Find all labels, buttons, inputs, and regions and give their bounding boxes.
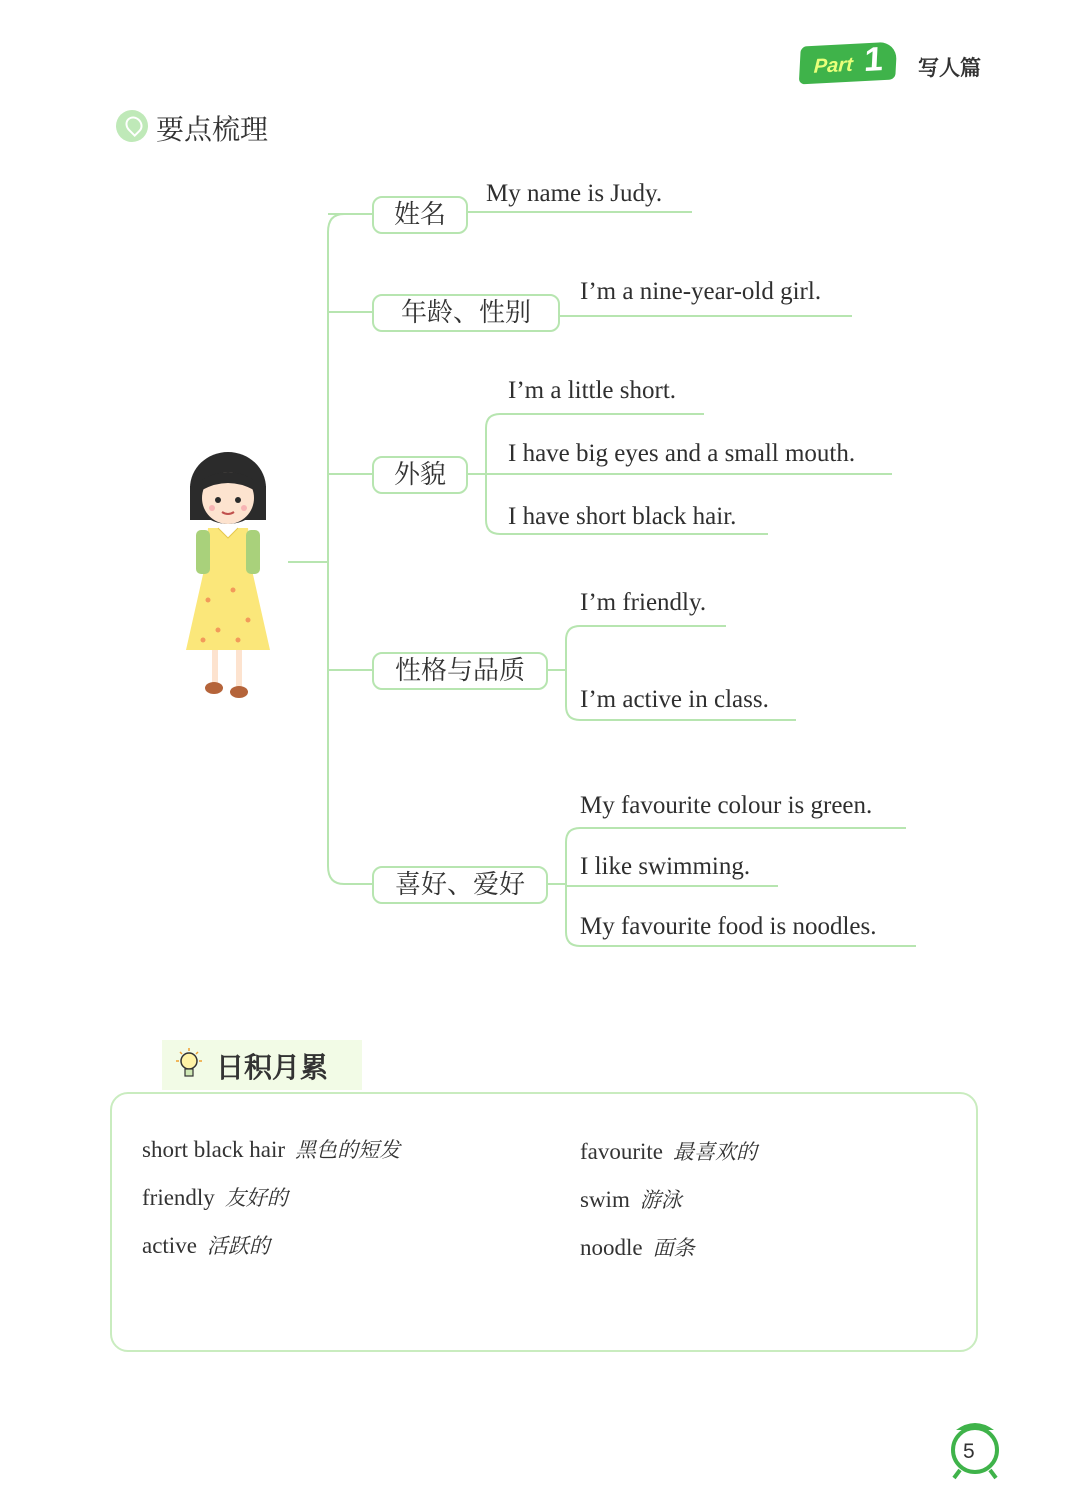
vocab-cn: 友好的 [224,1186,288,1210]
girl-illustration [178,450,278,710]
sentence-personality-1: I’m friendly. [580,589,707,616]
vocab-cn: 面条 [652,1236,695,1260]
vocab-cn: 活跃的 [206,1234,270,1258]
vocab-cn: 游泳 [639,1188,682,1212]
vocab-en: swim [580,1187,630,1212]
sentence-hobby-3: My favourite food is noodles. [580,913,877,940]
vocab-item [580,1184,682,1214]
branch-appearance-node: 外貌 [372,456,468,494]
sentence-hobby-2: I like swimming. [580,853,751,880]
sentence-personality-2: I’m active in class. [580,686,769,713]
alarm-clock-icon [946,1416,1004,1480]
vocab-en: favourite [580,1139,664,1164]
section-title-key-points: 要点梳理 [156,113,269,146]
vocab-item [580,1136,757,1166]
vocab-item [580,1232,695,1262]
vocab-item [142,1134,400,1164]
vocab-cn: 黑色的短发 [295,1138,401,1162]
vocabulary-box [110,1092,978,1352]
sentence-hobby-1: My favourite colour is green. [580,792,873,819]
section-title-accumulation: 日积月累 [216,1051,329,1084]
sentence-age: I’m a nine-year-old girl. [580,278,822,305]
vocab-cn: 最喜欢的 [673,1140,758,1164]
category-title: 写人篇 [918,56,981,80]
part-number: 1 [863,40,885,80]
lightbulb-icon [176,1048,202,1082]
branch-personality-node: 性格与品质 [372,652,548,690]
vocab-item [142,1230,270,1260]
branch-hobbies-node: 喜好、爱好 [372,866,548,904]
vocab-en: noodle [580,1235,643,1260]
vocab-en: friendly [142,1185,215,1210]
branch-name-node: 姓名 [372,196,468,234]
vocab-en: active [142,1233,197,1258]
sentence-name: My name is Judy. [486,180,663,207]
sentence-appearance-3: I have short black hair. [508,503,737,530]
branch-age-gender-node: 年龄、性别 [372,294,560,332]
vocab-en: short black hair [142,1137,286,1162]
sentence-appearance-2: I have big eyes and a small mouth. [508,440,856,467]
sentence-appearance-1: I’m a little short. [508,377,677,404]
vocab-item [142,1182,288,1212]
part-word: Part [813,53,854,78]
page-number: 5 [963,1440,975,1463]
